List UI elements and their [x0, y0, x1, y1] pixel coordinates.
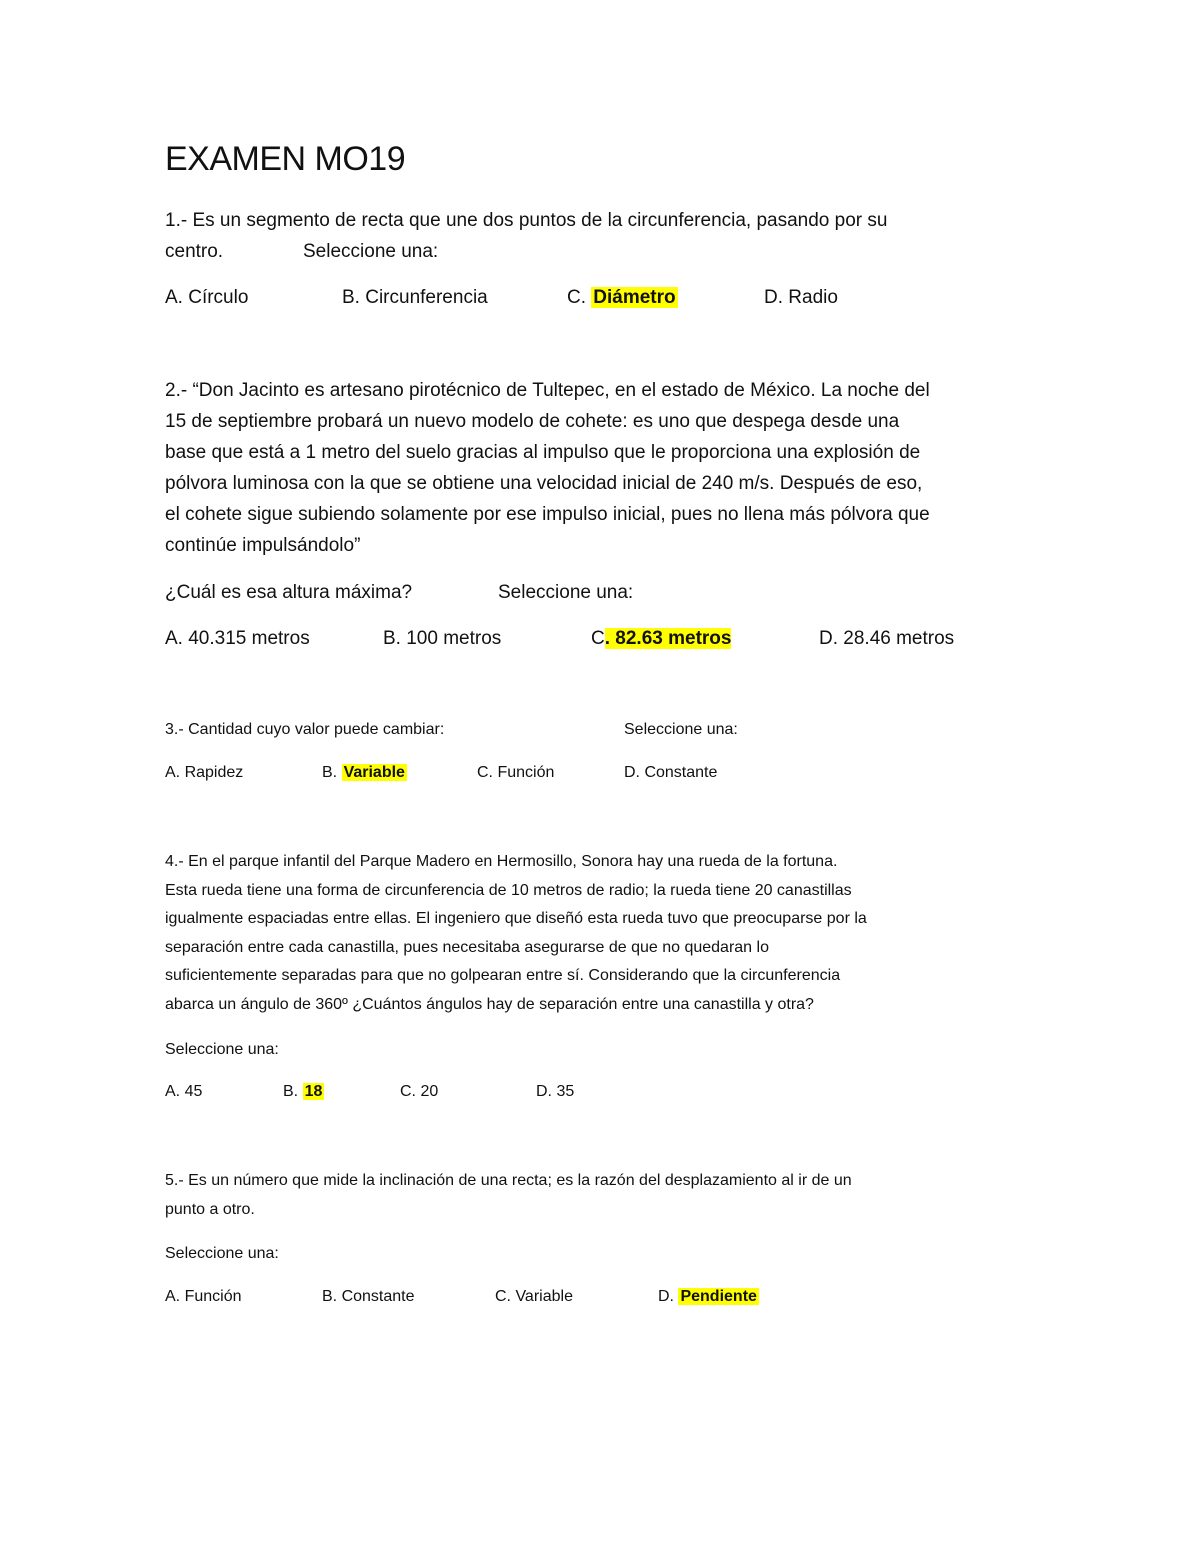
- q4-text-line-2: Esta rueda tiene una forma de circunferencia de 10 metros de radio; la rueda tiene 20 canastillas: [165, 882, 852, 899]
- page-title: EXAMEN MO19: [165, 140, 406, 178]
- q2-text-line-6: continúe impulsándolo”: [165, 535, 361, 556]
- q2-option-c: [591, 628, 731, 650]
- q5-answer-highlight: Pendiente: [680, 1288, 757, 1305]
- q3-option-a: A. Rapidez: [165, 764, 244, 781]
- q4-text-line-6: abarca un ángulo de 360º ¿Cuántos ángulos hay de separación entre una canastilla y otra?: [165, 996, 814, 1013]
- q3-option-b: [322, 764, 407, 782]
- q4-text-line-5: suficientemente separadas para que no golpearan entre sí. Considerando que la circunferencia: [165, 967, 841, 984]
- q2-text-line-1: 2.- “Don Jacinto es artesano pirotécnico de Tultepec, en el estado de México. La noche del: [165, 380, 930, 401]
- q2-text-line-4: pólvora luminosa con la que se obtiene una velocidad inicial de 240 m/s. Después de eso,: [165, 473, 923, 494]
- q5-select-label: Seleccione una:: [165, 1245, 279, 1262]
- q3-option-b-prefix: B.: [322, 764, 342, 781]
- q2-select-label: Seleccione una:: [498, 582, 634, 603]
- q4-text-line-3: igualmente espaciadas entre ellas. El ingeniero que diseñó esta rueda tuvo que preocuparse por la: [165, 910, 867, 927]
- q3-question: 3.- Cantidad cuyo valor puede cambiar:: [165, 721, 445, 738]
- q4-option-b-prefix: B.: [283, 1083, 303, 1100]
- q4-option-a: A. 45: [165, 1083, 203, 1100]
- q4-answer-highlight: 18: [304, 1083, 323, 1100]
- q2-text-line-2: 15 de septiembre probará un nuevo modelo de cohete: es uno que despega desde una: [165, 411, 900, 432]
- q5-option-b: B. Constante: [322, 1288, 415, 1305]
- q5-option-d-prefix: D.: [658, 1288, 679, 1305]
- q5-option-a: A. Función: [165, 1288, 242, 1305]
- q2-option-d: D. 28.46 metros: [819, 628, 955, 649]
- q5-option-c: C. Variable: [495, 1288, 573, 1305]
- q5-text-line-1: 5.- Es un número que mide la inclinación de una recta; es la razón del desplazamiento al ir de un: [165, 1172, 852, 1189]
- q2-text-line-3: base que está a 1 metro del suelo gracias al impulso que le proporciona una explosión de: [165, 442, 921, 463]
- q4-text-line-1: 4.- En el parque infantil del Parque Madero en Hermosillo, Sonora hay una rueda de la fortuna.: [165, 853, 838, 870]
- q1-option-a: A. Círculo: [165, 287, 249, 308]
- q2-option-c-prefix: C: [591, 628, 605, 649]
- q4-text-line-4: separación entre cada canastilla, pues necesitaba asegurarse de que no quedaran lo: [165, 939, 769, 956]
- q3-option-c: C. Función: [477, 764, 555, 781]
- q2-option-b: B. 100 metros: [383, 628, 502, 649]
- q2-answer-highlight: . 82.63 metros: [604, 628, 732, 649]
- q5-text-line-2: punto a otro.: [165, 1201, 255, 1218]
- q4-option-c: C. 20: [400, 1083, 439, 1100]
- q4-option-b: [283, 1083, 324, 1101]
- q3-select-label: Seleccione una:: [624, 721, 738, 738]
- q2-text-line-5: el cohete sigue subiendo solamente por ese impulso inicial, pues no llena más pólvora que: [165, 504, 930, 525]
- q1-option-c-prefix: C.: [567, 287, 592, 308]
- q1-text-line-2a: centro.: [165, 241, 224, 262]
- q5-option-d: [658, 1288, 759, 1306]
- q1-option-b: B. Circunferencia: [342, 287, 488, 308]
- q1-answer-highlight: Diámetro: [593, 287, 676, 308]
- q1-select-label: Seleccione una:: [303, 241, 439, 262]
- q2-option-a: A. 40.315 metros: [165, 628, 310, 649]
- q1-text-line-1: 1.- Es un segmento de recta que une dos puntos de la circunferencia, pasando por su: [165, 210, 888, 231]
- q3-option-d: D. Constante: [624, 764, 718, 781]
- q4-option-d: D. 35: [536, 1083, 575, 1100]
- q4-select-label: Seleccione una:: [165, 1041, 279, 1058]
- q1-option-d: D. Radio: [764, 287, 838, 308]
- q3-answer-highlight: Variable: [343, 764, 405, 781]
- q1-option-c: [567, 287, 678, 309]
- q2-question: ¿Cuál es esa altura máxima?: [165, 582, 413, 603]
